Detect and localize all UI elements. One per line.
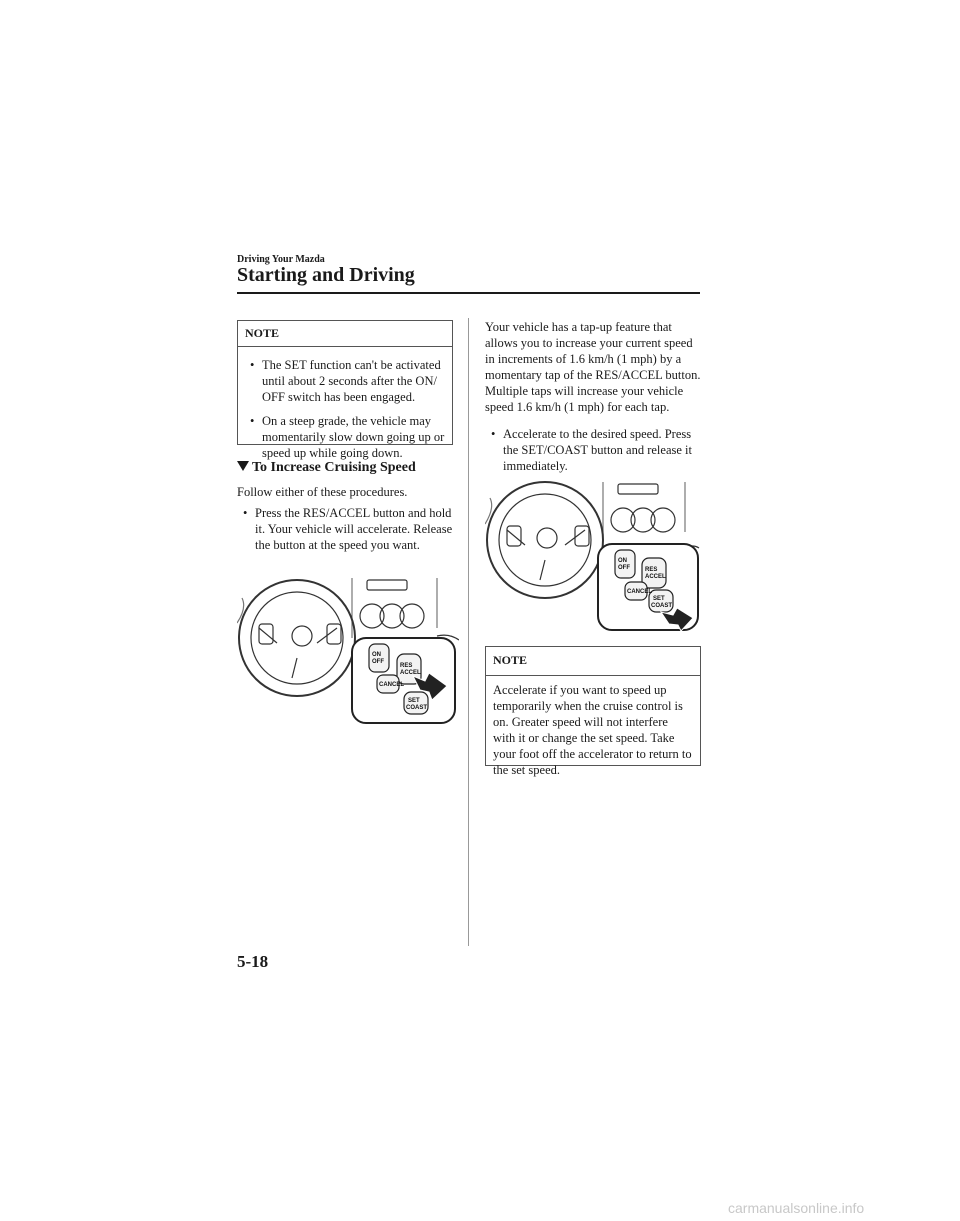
header-rule: [237, 292, 700, 294]
svg-text:ACCEL: ACCEL: [400, 670, 421, 676]
note-box-left: [237, 320, 453, 460]
steering-illustration-set-coast: [485, 472, 701, 634]
svg-text:ACCEL: ACCEL: [645, 574, 666, 580]
section-label: Driving Your Mazda: [237, 254, 325, 265]
svg-text:SET: SET: [653, 596, 665, 602]
note-item: • The SET function can't be activated until about 2 seconds after the ON/ OFF switch has been engaged.: [244, 357, 446, 405]
procedure-list: [237, 505, 459, 561]
procedure-item: • Accelerate to the desired speed. Press the SET/COAST button and release it immediately.: [485, 426, 701, 474]
note-item: • On a steep grade, the vehicle may momentarily slow down going up or speed up while going down.: [244, 413, 446, 461]
note-title: NOTE: [486, 647, 700, 676]
svg-text:OFF: OFF: [618, 565, 630, 571]
note-list: [244, 357, 446, 461]
svg-text:SET: SET: [408, 698, 420, 704]
tap-up-paragraph: Your vehicle has a tap-up feature that allows you to increase your current speed in increments of 1.6 km/h (1 mph) by a momentary tap of the RES/ACCEL button. Multiple taps will increase your vehicle speed 1.6 km/h (1 mph) for each tap.: [485, 320, 701, 414]
note-box-right: [485, 646, 701, 777]
svg-text:ON: ON: [372, 652, 381, 658]
page-number: 5-18: [237, 952, 269, 971]
svg-text:COAST: COAST: [406, 705, 427, 711]
intro-text: Follow either of these procedures.: [237, 485, 408, 499]
column-divider: [468, 318, 469, 946]
svg-text:RES: RES: [645, 567, 658, 573]
svg-text:ON: ON: [618, 558, 627, 564]
subsection-heading: To Increase Cruising Speed: [237, 460, 416, 476]
watermark: carmanualsonline.info: [728, 1200, 865, 1216]
steering-illustration-res-accel: [237, 568, 459, 728]
svg-text:RES: RES: [400, 663, 413, 669]
triangle-marker-icon: [237, 461, 249, 471]
note-body: Accelerate if you want to speed up temporarily when the cruise control is on. Greater speed will not interfere with it or change the set speed. Take your foot off the accelerator to return to the set speed.: [493, 683, 692, 777]
svg-text:CANCEL: CANCEL: [627, 589, 652, 595]
svg-text:COAST: COAST: [651, 603, 672, 609]
note-title: NOTE: [238, 321, 452, 347]
svg-text:OFF: OFF: [372, 659, 384, 665]
chapter-title: Starting and Driving: [237, 264, 415, 286]
svg-text:CANCEL: CANCEL: [379, 682, 404, 688]
procedure-item: • Press the RES/ACCEL button and hold it. Your vehicle will accelerate. Release the button at the speed you want.: [237, 505, 459, 553]
